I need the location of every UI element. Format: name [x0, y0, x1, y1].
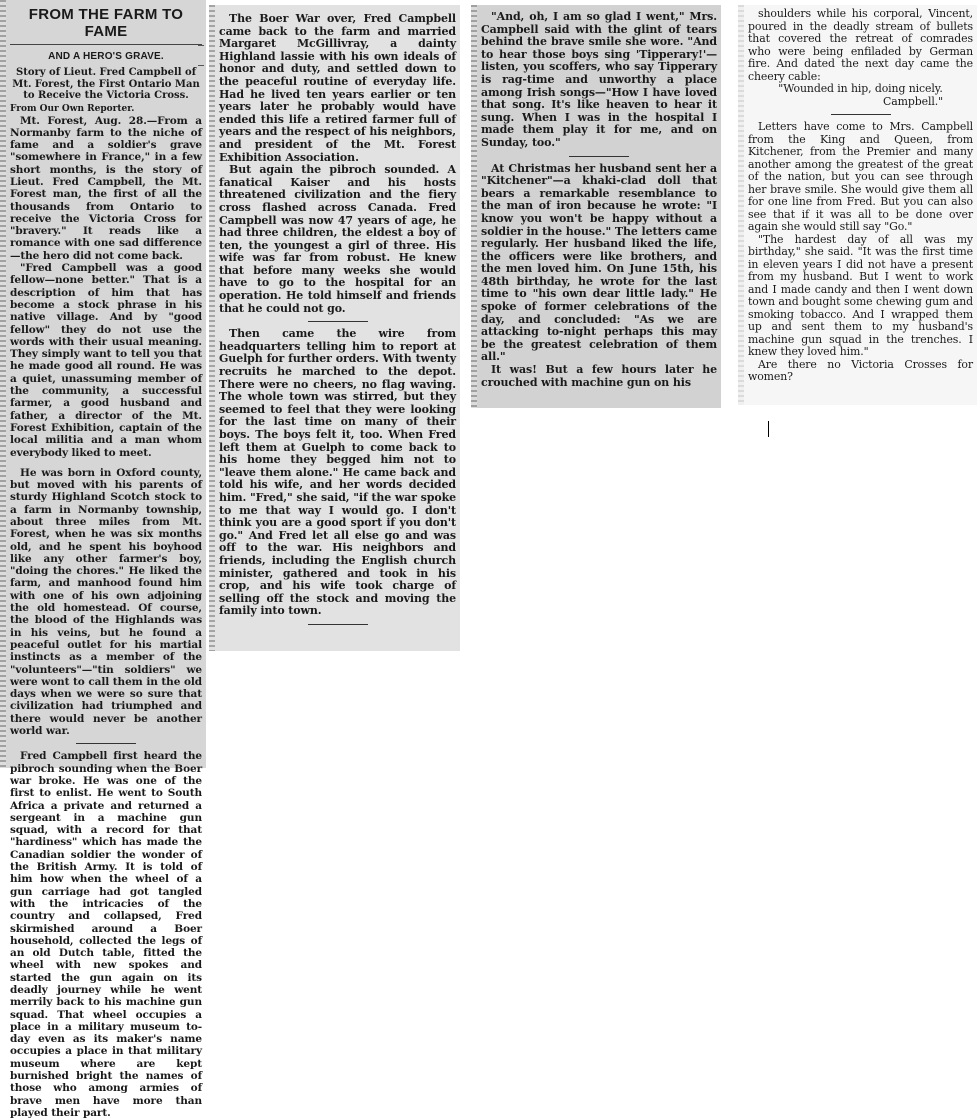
cable-signature: Campbell."	[883, 94, 943, 108]
headline: FROM THE FARM TO FAME	[10, 0, 202, 45]
deck: AND A HERO'S GRAVE.	[48, 51, 164, 62]
paragraph: Then came the wire from headquarters telling him to report at Guelph for further orders. With twenty recruits he marched to the depot. There were no cheers, no flag waving. The whole town was stirred, but they seemed to feel that they were looking for the last time on many of their boys. The boys felt it, too. When Fred left them at Guelph to come back to his home they begged him not to "leave them alone." He came back and told his wife, and her words decided him. "Fred," she said, "if the war spoke to me that way I would go. I don't think you are a good sport if you don't go." And Fred let all else go and was off to the war. His neighbors and friends, including the English church minister, gathered and took in his crop, and his wife took charge of selling off the stock and moving the family into town.	[219, 327, 457, 618]
column-2-body	[219, 13, 456, 631]
divider	[76, 743, 136, 744]
paragraph: But again the pibroch sounded. A fanatical Kaiser and his hosts threatened civilization and the fiery cross flashed across Canada. Fred Campbell was now 47 years of age, he had three children, the eldest a boy of ten, the youngest a girl of three. His wife was far from robust. He knew that before many weeks she would have to go to the hospital for an operation. He told himself and friends that he could not go.	[219, 163, 456, 315]
clipping-column-2	[209, 5, 460, 651]
paragraph: Are there no Victoria Crosses for women?	[748, 357, 973, 383]
paragraph: The Boer War over, Fred Campbell came back to the farm and married Margaret McGillivray, a dainty Highland lassie with his own ideals of honor and duty, and settled down to the peaceful routine of everyday life. Had he lived ten years earlier or ten years later he probably would have ended this life a retired farmer full of years and the respect of his neighbors, and president of the Mt. Forest Exhibition Association.	[219, 12, 456, 164]
divider	[569, 156, 629, 157]
text-cursor	[768, 421, 769, 437]
clipping-column-4	[738, 5, 977, 405]
paragraph: Fred Campbell first heard the pibroch sounding when the Boer war broke. He was one of the first to enlist. He went to South Africa a private and returned a sergeant in a machine gun squad, with a record for that "hardiness" which has made the Canadian soldier the wonder of the British Army. It is told of him how when the wheel of a gun carriage had got tangled with the intricacies of the country and collapsed, Fred skirmished around a Boer household, collected the legs of an old Dutch table, fitted the wheel with new spokes and started the gun again on its deadly journey while he went merrily back to his machine gun squad. That wheel occupies a place in a military museum to-day even as its maker's name occupies a place in that military museum where are kept burnished bright the names of those who among armies of brave men have more than played their part.	[10, 750, 202, 1119]
clipping-column-3	[471, 5, 721, 408]
paragraph: Letters have come to Mrs. Campbell from the King and Queen, from Kitchener, from the Premier and many another among the greatest of the great of the nation, but you can see through her brave smile. She would give them all for one line from Fred. But you can also see that if it was all to be done over again she would still say "Go."	[748, 120, 973, 233]
paragraph: "Fred Campbell was a good fellow—none better." That is a description of him that has become a stock phrase in his native village. And by "good fellow" they do not use the words with their usual meaning. They simply want to tell you that he made good all round. He was a quiet, unassuming member of the community, a successful farmer, a good husband and father, a director of the Mt. Forest Exhibition, captain of the local militia and a man whom everybody liked to meet.	[10, 262, 202, 459]
paragraph: At Christmas her husband sent her a "Kitchener"—a khaki-clad doll that bears a remarkable resemblance to the man of iron because he wrote: "I know you won't be happy without a soldier in the house." The letters came regularly. Her husband liked the life, the officers were like brothers, and the men loved him. On June 15th, his 48th birthday, he wrote for the last time to "his own dear little lady." He spoke of former celebrations of the day, and concluded: "As we are attacking to-night perhaps this may be the greatest celebration of them all."	[481, 161, 717, 364]
summary: Story of Lieut. Fred Campbell of Mt. Forest, the First Ontario Man to Receive the Victoria Cross.	[12, 67, 200, 101]
margin-mark	[198, 45, 204, 46]
divider	[308, 624, 368, 625]
paragraph: Mt. Forest, Aug. 28.—From a Normanby farm to the niche of fame and a soldier's grave "somewhere in France," in a few short months, is the story of Lieut. Fred Campbell, the Mt. Forest man, the first of all the thousands from Ontario to receive the Victoria Cross for "bravery." It reads like a romance with one sad difference—the hero did not come back.	[10, 114, 202, 262]
column-3-body	[481, 11, 717, 389]
divider	[831, 114, 891, 115]
margin-mark	[198, 65, 204, 66]
column-1-body	[10, 0, 202, 1119]
clipping-column-1	[0, 0, 206, 1119]
byline: From Our Own Reporter.	[10, 103, 135, 114]
paragraph: He was born in Oxford county, but moved with his parents of sturdy Highland Scotch stock to a farm in Normanby township, about three miles from Mt. Forest, when he was six months old, and he spent his boyhood like any other farmer's boy, "doing the chores." He liked the farm, and manhood found him with one of his own adjoining the old homestead. Of course, the blood of the Highlands was in his veins, but he found a peaceful outlet for his martial instincts as a member of the "volunteers"—"tin soldiers" we were wont to call them in the old days when we were so sure that civilization had triumphed and there would never be another world war.	[10, 466, 202, 738]
paragraph: It was! But a few hours later he crouched with machine gun on his	[481, 363, 717, 389]
paragraph: "And, oh, I am so glad I went," Mrs. Campbell said with the glint of tears behind the brave smile she wore. "And to hear those boys sing 'Tipperary!'—listen, you scoffers, who say Tipperary is rag-time and unworthy a place among Irish songs—"How I have loved that song. It's like heaven to hear it sung. When I was in the hospital I made them play it for me, and on Sunday, too."	[481, 10, 717, 149]
paragraph: "The hardest day of all was my birthday," she said. "It was the first time in eleven years I did not have a present from my husband. But I went to work and I made candy and then I went down town and bought some chewing gum and smoking tobacco. And I wrapped them up and sent them to my husband's machine gun squad in the trenches. I knew they loved him."	[748, 232, 973, 358]
cable-text: "Wounded in hip, doing nicely.	[778, 82, 943, 95]
divider	[308, 321, 368, 322]
column-4-body	[748, 8, 973, 384]
paragraph: shoulders while his corporal, Vincent, poured in the deadly stream of bullets that covered the retreat of comrades who were being enfiladed by German fire. And dated the next day came the cheery cable:	[748, 7, 973, 83]
